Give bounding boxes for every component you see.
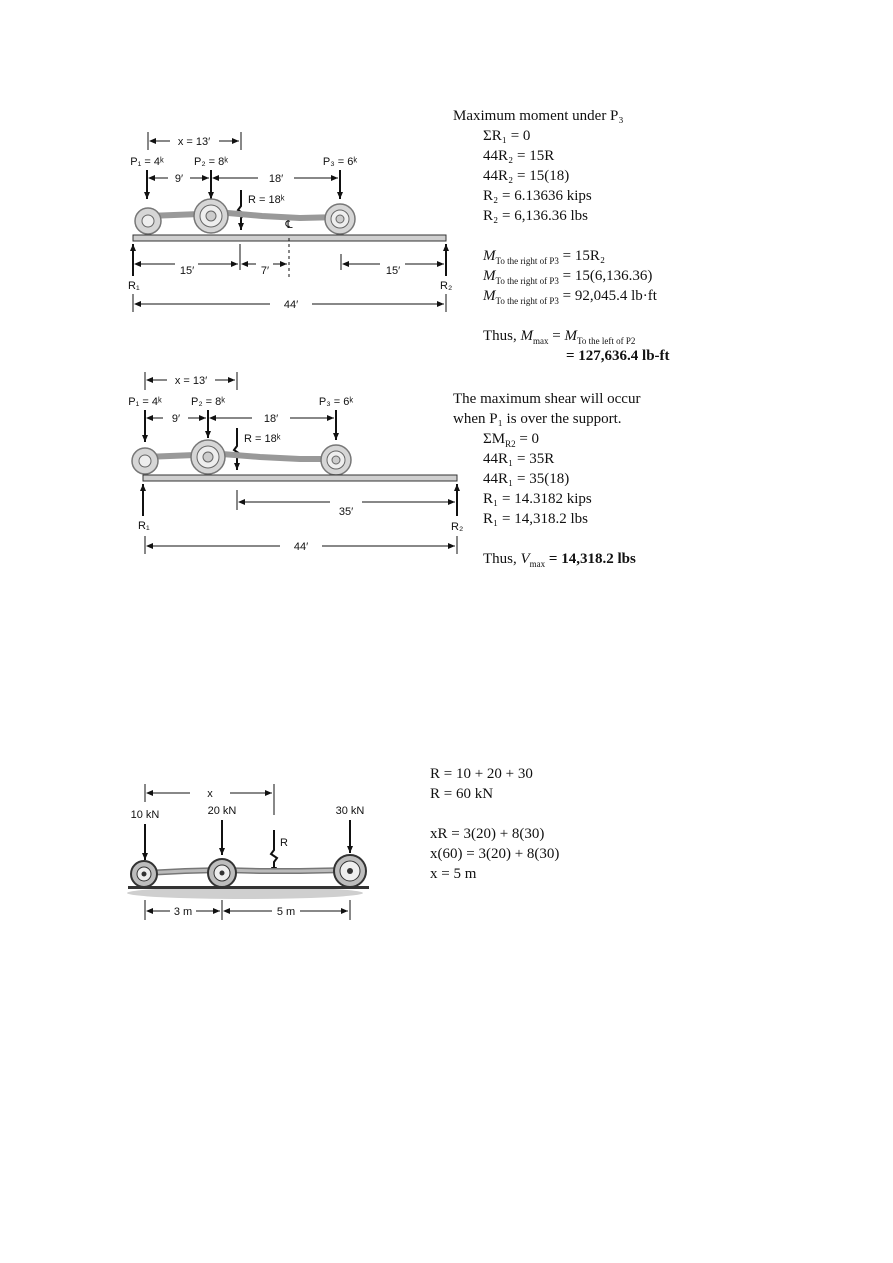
load-p2-label: P₂ = 8ᵏ xyxy=(191,396,225,408)
load-p3-label: P₃ = 6ᵏ xyxy=(318,396,354,408)
load-p3-label: P₃ = 6ᵏ xyxy=(322,156,358,168)
eq-line: R = 60 kN xyxy=(430,786,494,802)
eq-line: R₂ = 6,136.36 lbs xyxy=(483,208,588,224)
dim-18ft: 18′ xyxy=(268,173,284,185)
dim-5m: 5 m xyxy=(276,906,296,918)
dim-35ft: 35′ xyxy=(338,506,354,518)
eq-line: 44R₂ = 15(18) xyxy=(483,168,570,184)
shear-heading-2: when P₁ is over the support. xyxy=(453,411,622,427)
eq-line: 44R₂ = 15R xyxy=(483,148,555,164)
wheel-1 xyxy=(131,861,157,887)
resultant-solution xyxy=(430,764,559,884)
moment-line-1: $M_{To the right of P3} = 15R_2$ xyxy=(483,248,606,266)
eq-line: 44R₁ = 35R xyxy=(483,451,555,467)
eq-line: R₂ = 6.13636 kips xyxy=(483,188,592,204)
load-10kn-label: 10 kN xyxy=(130,809,160,821)
dim-7ft: 7′ xyxy=(260,265,270,277)
load-p1-label: P₁ = 4ᵏ xyxy=(128,396,162,408)
x-dimension-label: x = 13′ xyxy=(177,136,211,148)
load-20kn-label: 20 kN xyxy=(207,805,237,817)
dim-9ft: 9′ xyxy=(174,173,184,185)
ground-line xyxy=(128,886,369,889)
resultant-label: R xyxy=(280,837,288,849)
eq-line: xR = 3(20) + 8(30) xyxy=(430,826,545,842)
dim-9ft: 9′ xyxy=(171,413,181,425)
reaction-r2: R₂ xyxy=(440,280,453,292)
dim-18ft: 18′ xyxy=(263,413,279,425)
eq-line: 44R₁ = 35(18) xyxy=(483,471,570,487)
wheel-3 xyxy=(334,855,366,887)
moment-line-2: $M_{To the right of P3} = 15(6,136.36)$ xyxy=(483,268,653,286)
dim-15ft-left: 15′ xyxy=(179,265,195,277)
eq-line: R₁ = 14.3182 kips xyxy=(483,491,592,507)
reaction-r1: R₁ xyxy=(128,280,140,292)
dim-3m: 3 m xyxy=(173,906,193,918)
reaction-r1: R₁ xyxy=(138,520,150,532)
resultant-label: R = 18ᵏ xyxy=(248,194,285,206)
load-30kn-label: 30 kN xyxy=(335,805,365,817)
moment-line-3: $M_{To the right of P3} = 92,045.4$ lb·ft xyxy=(483,288,657,306)
load-p2-label: P₂ = 8ᵏ xyxy=(194,156,228,168)
dim-15ft-right: 15′ xyxy=(385,265,401,277)
centerline-symbol: ℄ xyxy=(285,219,293,231)
sum-moment-line: $\Sigma M_{R2} = 0$ xyxy=(483,431,540,449)
x-dimension-label: x xyxy=(207,788,213,800)
moment-heading: Maximum moment under P₃ xyxy=(453,108,624,124)
eq-line: x = 5 m xyxy=(430,866,477,882)
eq-line: R₁ = 14,318.2 lbs xyxy=(483,511,588,527)
wheel-2 xyxy=(208,859,236,887)
reaction-r2: R₂ xyxy=(451,521,464,533)
dim-44ft: 44′ xyxy=(283,299,299,311)
eq-line: R = 10 + 20 + 30 xyxy=(430,766,533,782)
eq-line: ΣR₁ = 0 xyxy=(483,128,531,144)
moment-result: = 127,636.4 lb-ft xyxy=(566,348,670,364)
eq-line: x(60) = 3(20) + 8(30) xyxy=(430,846,560,862)
resultant-label: R = 18ᵏ xyxy=(244,433,281,445)
shear-heading-1: The maximum shear will occur xyxy=(453,391,641,407)
shear-conclusion: Thus, $V_{max} = 14,318.2$ lbs xyxy=(483,551,636,569)
dim-44ft: 44′ xyxy=(293,541,309,553)
moment-conclusion: Thus, $M_{max} = M_{To the left of P2}$ xyxy=(483,328,636,346)
load-p1-label: P₁ = 4ᵏ xyxy=(130,156,164,168)
x-dimension-label: x = 13′ xyxy=(174,375,208,387)
